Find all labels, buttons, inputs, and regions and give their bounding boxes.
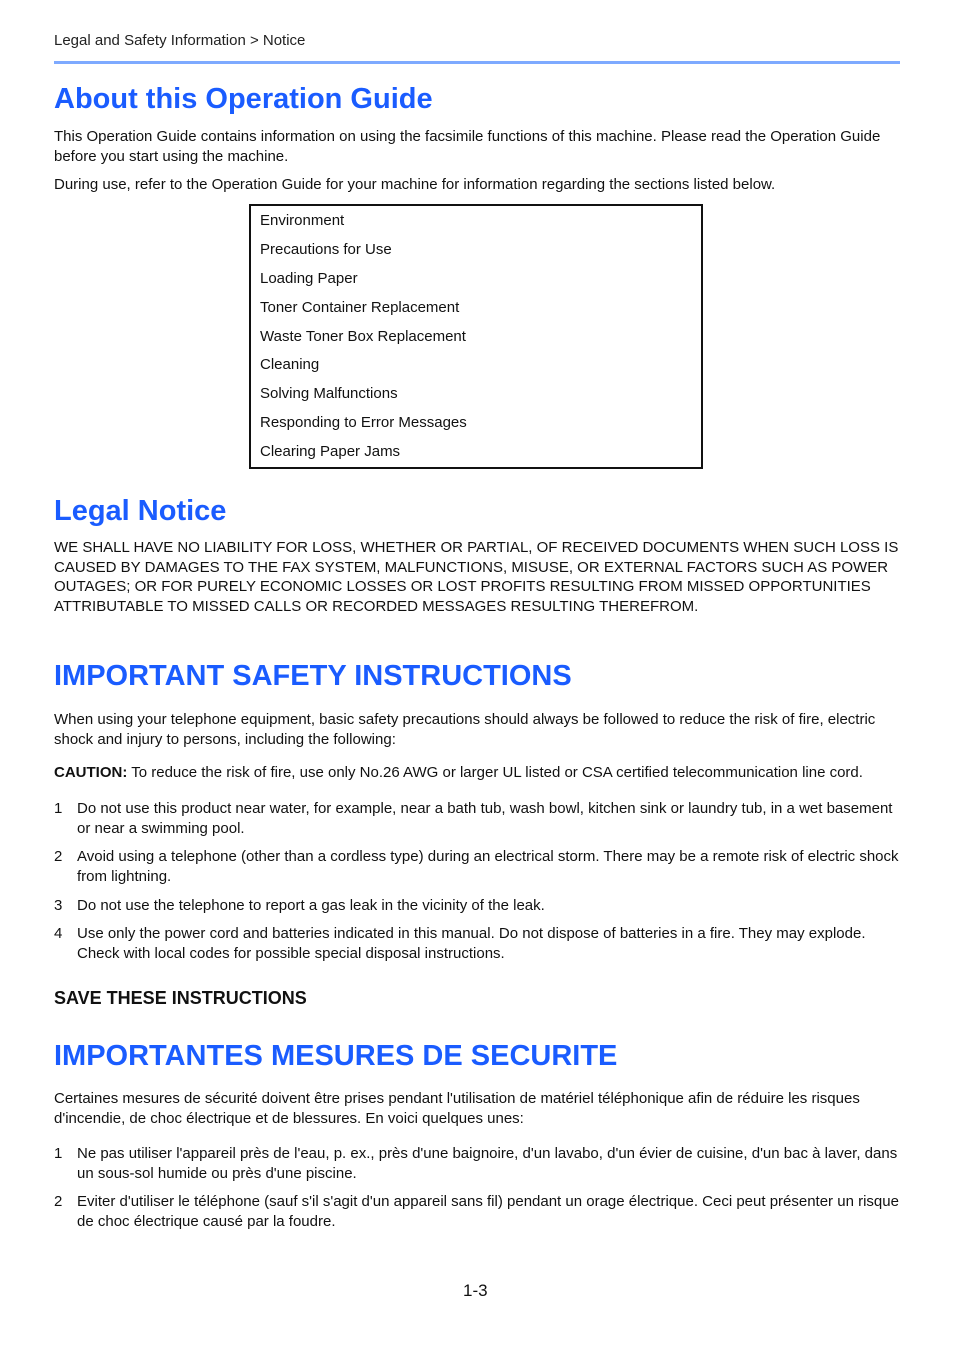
guide-sections-box bbox=[249, 204, 703, 469]
box-item: Solving Malfunctions bbox=[260, 385, 398, 403]
item-text: Do not use the telephone to report a gas leak in the vicinity of the leak. bbox=[77, 897, 545, 914]
save-instructions: SAVE THESE INSTRUCTIONS bbox=[54, 988, 307, 1008]
box-item: Responding to Error Messages bbox=[260, 414, 467, 432]
item-text: Do not use this product near water, for example, near a bath tub, wash bowl, kitchen sink or laundry tub, in a wet basement or near a swimming pool. bbox=[77, 800, 893, 837]
box-item: Cleaning bbox=[260, 356, 320, 374]
item-number: 1 bbox=[54, 800, 63, 817]
item-number: 2 bbox=[54, 848, 63, 865]
french-title: IMPORTANTES MESURES DE SECURITE bbox=[54, 1040, 618, 1072]
page-number: 1-3 bbox=[463, 1281, 488, 1300]
box-item: Toner Container Replacement bbox=[260, 298, 460, 316]
safety-intro: When using your telephone equipment, basic safety precautions should always be followed to reduce the risk of fire, electric shock and injury to persons, including the following: bbox=[54, 711, 876, 748]
caution-label: CAUTION: bbox=[54, 764, 128, 781]
item-text: Use only the power cord and batteries indicated in this manual. Do not dispose of batteries in a fire. They may explode. Check with local codes for possible special disposal instructions. bbox=[77, 925, 866, 962]
list-item bbox=[54, 1192, 900, 1232]
item-number: 3 bbox=[54, 897, 63, 914]
safety-title: IMPORTANT SAFETY INSTRUCTIONS bbox=[54, 660, 572, 692]
french-list bbox=[54, 1144, 900, 1232]
about-title: About this Operation Guide bbox=[54, 83, 433, 115]
breadcrumb: Legal and Safety Information > Notice bbox=[54, 32, 306, 49]
about-paragraph-2: During use, refer to the Operation Guide for your machine for information regarding the sections listed below. bbox=[54, 176, 776, 193]
item-number: 4 bbox=[54, 925, 63, 942]
caution-text: To reduce the risk of fire, use only No.26 AWG or larger UL listed or CSA certified telecommunication line cord. bbox=[127, 764, 863, 781]
legal-title: Legal Notice bbox=[54, 495, 227, 527]
item-number: 2 bbox=[54, 1193, 63, 1210]
box-item: Waste Toner Box Replacement bbox=[260, 327, 466, 345]
box-item: Clearing Paper Jams bbox=[260, 443, 401, 461]
item-number: 1 bbox=[54, 1145, 63, 1162]
list-item bbox=[54, 847, 900, 887]
about-paragraph-1: This Operation Guide contains information on using the facsimile functions of this machine. Please read the Operation Guide before you start using the machine. bbox=[54, 128, 881, 165]
item-text: Eviter d'utiliser le téléphone (sauf s'il s'agit d'un appareil sans fil) pendant un orage électrique. Ceci peut présenter un risque de choc électrique causé par la foudre. bbox=[77, 1193, 899, 1230]
item-text: Ne pas utiliser l'appareil près de l'eau, p. ex., près d'une baignoire, d'un lavabo, d'un évier de cuisine, d'un bac à laver, dans un sous-sol humide ou près d'une piscine. bbox=[77, 1145, 898, 1182]
safety-list bbox=[54, 799, 900, 964]
list-item bbox=[54, 1144, 900, 1184]
legal-text: WE SHALL HAVE NO LIABILITY FOR LOSS, WHETHER OR PARTIAL, OF RECEIVED DOCUMENTS WHEN SUCH LOSS IS CAUSED BY DAMAGES TO THE FAX SYSTEM, MALFUNCTIONS, MISUSE, OR EXTERNAL FACTORS SUCH AS POWER OUTAGES; OR FOR PURELY ECONOMIC LOSSES OR LOST PROFITS RESULTING FROM MISSED OPPORTUNITIES ATTRIBUTABLE TO MISSED CALLS OR RECORDED MESSAGES RESULTING THEREFROM. bbox=[54, 539, 899, 615]
list-item bbox=[54, 799, 900, 839]
list-item bbox=[54, 924, 900, 964]
box-item: Environment bbox=[260, 212, 345, 229]
box-item: Loading Paper bbox=[260, 269, 358, 287]
list-item bbox=[54, 896, 900, 916]
caution-note bbox=[54, 764, 914, 781]
header-rule bbox=[54, 61, 900, 64]
item-text: Avoid using a telephone (other than a cordless type) during an electrical storm. There may be a remote risk of electric shock from lightning. bbox=[77, 848, 899, 885]
box-item: Precautions for Use bbox=[260, 240, 392, 258]
french-intro: Certaines mesures de sécurité doivent être prises pendant l'utilisation de matériel téléphonique afin de réduire les risques d'incendie, de choc électrique et de blessures. En voici quelques unes: bbox=[54, 1090, 860, 1127]
